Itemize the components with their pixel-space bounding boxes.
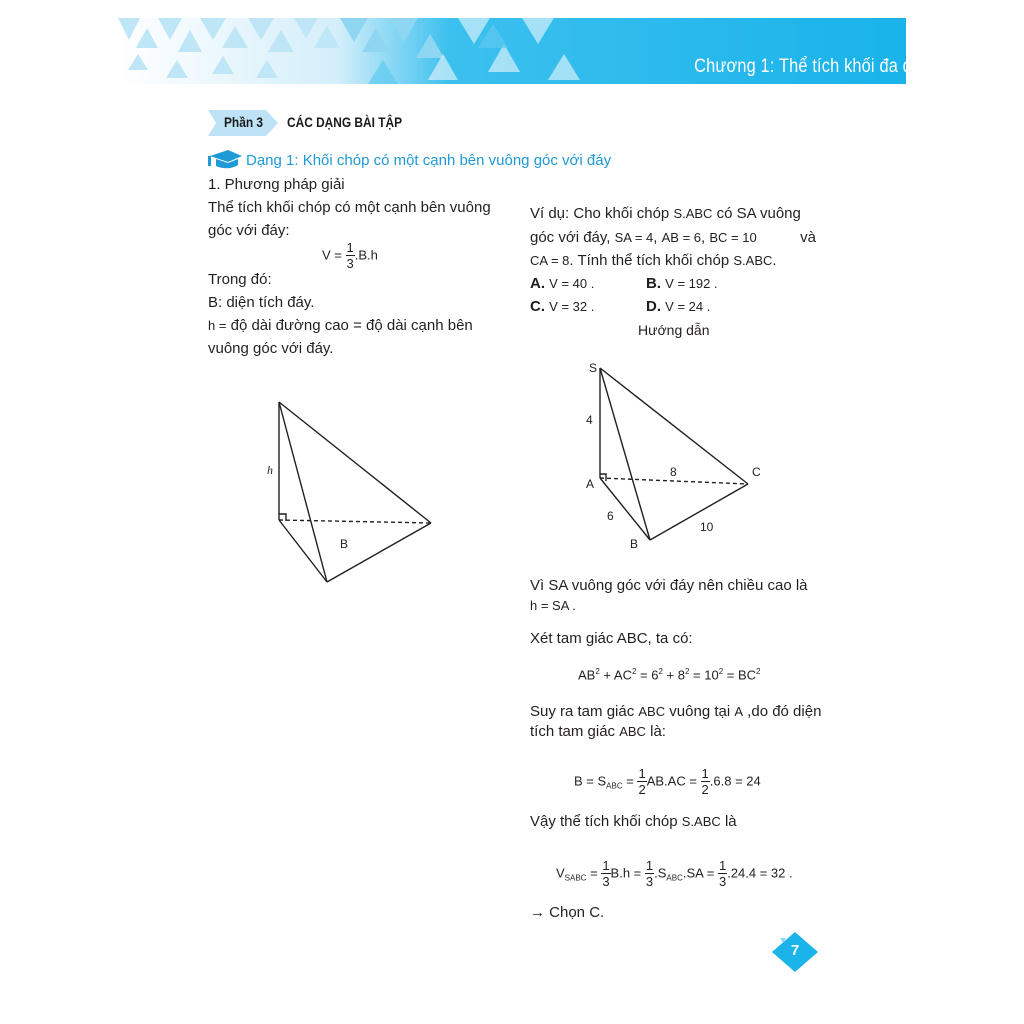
vertex-label-s: S [589,361,598,375]
method-line-1: Thể tích khối chóp có một cạnh bên vuông [208,199,491,216]
page-number-badge [772,932,818,972]
vertex-label-b: B [630,537,639,551]
edge-label-sa: 4 [586,413,593,427]
chapter-title: Chương 1: Thể tích khối đa diện [693,56,934,77]
area-equation: $B = S_{ABC}$ = $\frac{1}{2}$ AB.AC = $\frac{1}{2}$ .6.8 = 24 [574,766,761,797]
method-line-2: góc với đáy: [208,222,290,239]
page-number: 7 [790,942,800,959]
volume-equation: $V_{SABC}$ = $\frac{1}{3}$ B.h = $\frac{1}{3}$ $.S_{ABC}.SA$ = $\frac{1}{3}$ .24.4 = 32 . [556,858,793,889]
formula-fraction: $\frac{1}{3}$ [346,240,354,271]
answer-choice: → Chọn C. [530,904,605,921]
h-definition [208,317,473,335]
figure-label-h: h [267,463,273,477]
figure-label-b: B [340,537,349,551]
solution-line-1: Vì SA vuông góc với đáy nên chiều cao là [530,577,808,594]
method-title: 1. Phương pháp giải [208,176,345,193]
edge-label-ab: 6 [607,509,614,523]
solution-line-4: Suy ra tam giác ABC vuông tại A ,do đó diện [530,703,822,720]
formula-lhs: V = [322,247,342,263]
section-tag [208,110,278,136]
formula-rhs: .B.h [354,247,378,263]
h-definition-2: vuông góc với đáy. [208,340,334,357]
option-d: D. V = 24 . [646,298,711,315]
option-c: C. V = 32 . [530,298,595,315]
solution-line-2: h = SA . [530,598,576,613]
b-definition: B: diện tích đáy. [208,294,315,311]
pyramid-figure-example [580,360,770,554]
volume-formula [322,241,378,270]
solution-line-3: Xét tam giác ABC, ta có: [530,630,693,647]
solution-line-6: Vậy thể tích khối chóp S.ABC là [530,813,737,830]
graduation-cap-icon [208,150,242,170]
section-title: CÁC DẠNG BÀI TẬP [287,114,403,130]
solution-line-5: tích tam giác ABC là: [530,723,666,740]
option-a: A. V = 40 . [530,275,595,292]
edge-label-ca: 8 [670,465,677,479]
guide-heading: Hướng dẫn [638,322,710,338]
type-heading: Dạng 1: Khối chóp có một cạnh bên vuông góc với đáy [246,152,612,169]
h-definition-text: độ dài đường cao = độ dài cạnh bên [226,317,473,334]
vertex-label-a: A [586,477,595,491]
section-tag-label: Phần 3 [224,114,264,130]
pyramid-figure-general [255,392,445,588]
edge-label-bc: 10 [700,520,714,534]
h-symbol: h = [208,318,227,333]
pythagoras-equation: $AB^2 + AC^2 = 6^2 + 8^2 = 10^2 = BC^2$ [578,667,761,683]
option-b: B. V = 192 . [646,275,718,292]
example-line-1: Ví dụ: Cho khối chóp S.ABC có SA vuông [530,205,801,222]
example-line-2: góc với đáy, SA = 4, AB = 6, BC = 10 và [530,229,816,246]
where-label: Trong đó: [208,271,272,288]
example-line-3: CA = 8. Tính thể tích khối chóp S.ABC. [530,252,777,269]
vertex-label-c: C [752,465,761,479]
